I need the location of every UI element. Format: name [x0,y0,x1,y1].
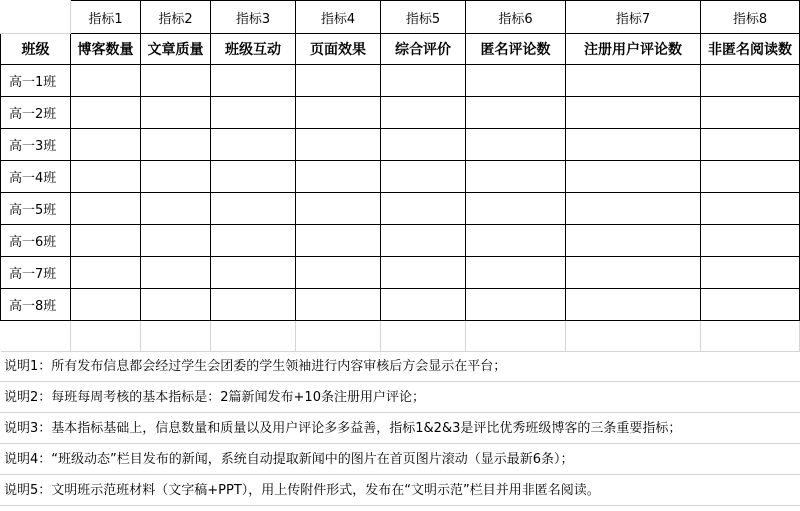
data-cell[interactable] [566,289,701,321]
data-cell[interactable] [211,97,296,129]
data-cell[interactable] [141,225,211,257]
data-cell[interactable] [211,193,296,225]
note-3[interactable]: 说明3：基本指标基础上，信息数量和质量以及用户评论多多益善，指标1&2&3是评比优秀班级博客的三条重要指标； [0,413,800,444]
data-cell[interactable] [566,193,701,225]
class-name-cell[interactable]: 高一5班 [1,193,71,225]
class-name-cell[interactable]: 高一2班 [1,97,71,129]
data-cell[interactable] [296,257,381,289]
data-cell[interactable] [141,257,211,289]
data-cell[interactable] [211,289,296,321]
data-cell[interactable] [701,129,800,161]
data-cell[interactable] [211,65,296,97]
table-row [1,129,800,161]
header-cell-blog-count[interactable]: 博客数量 [71,34,141,65]
empty-row [1,321,800,352]
data-cell[interactable] [566,97,701,129]
data-cell[interactable] [296,97,381,129]
table-row [1,97,800,129]
data-cell[interactable] [296,161,381,193]
data-cell[interactable] [381,161,466,193]
data-cell[interactable] [466,161,566,193]
empty-cell[interactable] [701,321,800,352]
data-cell[interactable] [296,129,381,161]
table-row [1,225,800,257]
header-cell-registered-comments[interactable]: 注册用户评论数 [566,34,701,65]
header-cell-overall-rating[interactable]: 综合评价 [381,34,466,65]
empty-cell[interactable] [381,321,466,352]
data-cell[interactable] [381,225,466,257]
data-cell[interactable] [381,257,466,289]
table-row [1,65,800,97]
data-cell[interactable] [141,129,211,161]
data-cell[interactable] [71,65,141,97]
data-cell[interactable] [566,225,701,257]
header-row [1,34,800,65]
indicator-cell-7[interactable]: 指标7 [566,1,701,34]
data-cell[interactable] [701,257,800,289]
indicator-cell-5[interactable]: 指标5 [381,1,466,34]
header-cell-page-effect[interactable]: 页面效果 [296,34,381,65]
data-cell[interactable] [296,289,381,321]
note-2[interactable]: 说明2：每班每周考核的基本指标是：2篇新闻发布+10条注册用户评论； [0,382,800,413]
data-cell[interactable] [141,161,211,193]
data-cell[interactable] [296,65,381,97]
note-1[interactable]: 说明1：所有发布信息都会经过学生会团委的学生领袖进行内容审核后方会显示在平台； [0,351,800,382]
data-cell[interactable] [141,193,211,225]
class-name-cell[interactable]: 高一7班 [1,257,71,289]
indicator-cell-corner[interactable] [1,1,71,34]
data-cell[interactable] [466,193,566,225]
empty-cell[interactable] [1,321,71,352]
empty-cell[interactable] [466,321,566,352]
indicator-cell-6[interactable]: 指标6 [466,1,566,34]
class-name-cell[interactable]: 高一4班 [1,161,71,193]
header-cell-class-interaction[interactable]: 班级互动 [211,34,296,65]
data-cell[interactable] [466,257,566,289]
indicator-cell-3[interactable]: 指标3 [211,1,296,34]
data-cell[interactable] [141,289,211,321]
data-cell[interactable] [466,65,566,97]
data-cell[interactable] [701,225,800,257]
data-cell[interactable] [71,97,141,129]
data-cell[interactable] [71,129,141,161]
data-cell[interactable] [71,161,141,193]
indicator-cell-1[interactable]: 指标1 [71,1,141,34]
data-cell[interactable] [296,225,381,257]
header-cell-anonymous-comments[interactable]: 匿名评论数 [466,34,566,65]
empty-cell[interactable] [141,321,211,352]
data-cell[interactable] [381,97,466,129]
empty-cell[interactable] [71,321,141,352]
data-cell[interactable] [701,65,800,97]
data-cell[interactable] [71,225,141,257]
data-cell[interactable] [71,193,141,225]
data-cell[interactable] [381,129,466,161]
header-cell-article-quality[interactable]: 文章质量 [141,34,211,65]
note-5[interactable]: 说明5：文明班示范班材料（文字稿+PPT），用上传附件形式，发布在“文明示范”栏目并用非匿名阅读。 [0,475,800,506]
table-row [1,257,800,289]
data-cell[interactable] [466,225,566,257]
data-cell[interactable] [566,161,701,193]
data-cell[interactable] [566,65,701,97]
data-cell[interactable] [141,97,211,129]
data-cell[interactable] [701,289,800,321]
data-cell[interactable] [71,289,141,321]
note-4[interactable]: 说明4：“班级动态”栏目发布的新闻，系统自动提取新闻中的图片在首页图片滚动（显示最新6条）； [0,444,800,475]
table-row [1,193,800,225]
data-cell[interactable] [701,161,800,193]
data-cell[interactable] [381,289,466,321]
data-cell[interactable] [211,225,296,257]
data-cell[interactable] [211,129,296,161]
indicator-cell-4[interactable]: 指标4 [296,1,381,34]
table-row [1,161,800,193]
data-cell[interactable] [466,97,566,129]
data-cell[interactable] [296,193,381,225]
table-row [1,289,800,321]
empty-cell[interactable] [211,321,296,352]
notes-section [0,351,800,506]
data-cell[interactable] [381,65,466,97]
data-cell[interactable] [566,257,701,289]
empty-cell[interactable] [566,321,701,352]
data-cell[interactable] [211,161,296,193]
data-cell[interactable] [381,193,466,225]
data-cell[interactable] [566,129,701,161]
data-cell[interactable] [701,193,800,225]
data-cell[interactable] [141,65,211,97]
data-cell[interactable] [466,289,566,321]
indicator-cell-2[interactable]: 指标2 [141,1,211,34]
header-cell-non-anonymous-reads[interactable]: 非匿名阅读数 [701,34,800,65]
data-cell[interactable] [701,97,800,129]
data-cell[interactable] [211,257,296,289]
data-cell[interactable] [466,129,566,161]
indicator-cell-8[interactable]: 指标8 [701,1,800,34]
empty-cell[interactable] [296,321,381,352]
class-name-cell[interactable]: 高一8班 [1,289,71,321]
data-cell[interactable] [71,257,141,289]
header-cell-class[interactable]: 班级 [1,34,71,65]
indicator-row [1,1,800,34]
class-name-cell[interactable]: 高一1班 [1,65,71,97]
class-name-cell[interactable]: 高一6班 [1,225,71,257]
class-name-cell[interactable]: 高一3班 [1,129,71,161]
